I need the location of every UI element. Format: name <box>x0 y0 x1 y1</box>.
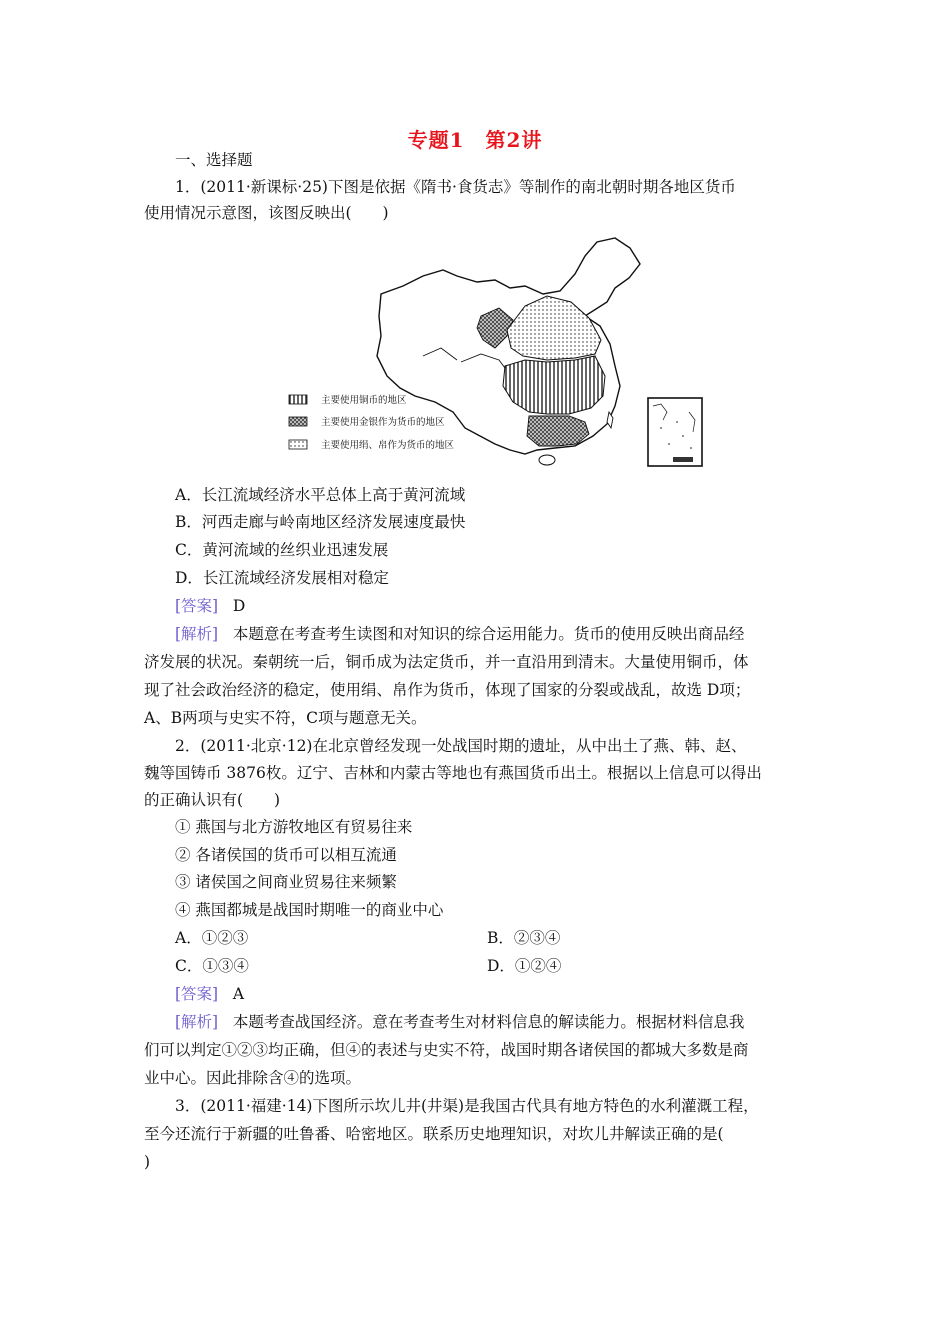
page-title: 专题1 第2讲 <box>407 128 543 152</box>
q2-analysis-line-1: [解析] 本题考查战国经济。意在考查考生对材料信息的解读能力。根据材料信息我 <box>175 1013 745 1031</box>
q3-stem-line-1: 3．(2011·福建·14)下图所示坎儿井(井渠)是我国古代具有地方特色的水利灌溉工程， <box>175 1097 759 1115</box>
section-heading: 一、选择题 <box>175 151 253 169</box>
legend-swatch-copper <box>289 395 307 404</box>
q2-item-1: ① 燕国与北方游牧地区有贸易往来 <box>175 818 413 836</box>
q2-stem-line-2: 魏等国铸币 3876枚。辽宁、吉林和内蒙古等地也有燕国货币出土。根据以上信息可以得出 <box>144 764 762 782</box>
q3-stem-line-3: ) <box>144 1153 151 1171</box>
q1-option-d: D．长江流域经济发展相对稳定 <box>175 569 389 587</box>
q2-stem-line-3: 的正确认识有( ) <box>144 791 281 809</box>
q2-option-a: A．①②③ <box>175 929 249 947</box>
q2-item-4: ④ 燕国都城是战国时期唯一的商业中心 <box>175 901 444 919</box>
q2-item-3: ③ 诸侯国之间商业贸易往来频繁 <box>175 873 397 891</box>
q1-analysis-line-2: 济发展的状况。秦朝统一后，铜币成为法定货币，并一直沿用到清末。大量使用铜币，体 <box>144 653 749 671</box>
legend-swatch-silk <box>289 440 307 449</box>
q1-answer-value: D <box>232 597 246 615</box>
hainan-island <box>539 455 555 465</box>
legend-silk-cloth: 主要使用绢、帛作为货币的地区 <box>321 440 455 451</box>
q1-analysis-label: [解析] <box>175 625 219 643</box>
south-china-sea-inset <box>648 398 702 466</box>
q1-analysis-line-1: [解析] 本题意在考查考生读图和对知识的综合运用能力。货币的使用反映出商品经 <box>175 625 745 643</box>
q2-answer-label: [答案] <box>175 985 219 1003</box>
q1-option-c: C．黄河流域的丝织业迅速发展 <box>175 541 389 559</box>
legend-swatch-gold-silver <box>289 417 307 426</box>
q2-analysis-line-3: 业中心。因此排除含④的选项。 <box>144 1069 362 1087</box>
legend-gold-silver: 主要使用金银作为货币的地区 <box>321 417 445 428</box>
q2-stem-line-1: 2．(2011·北京·12)在北京曾经发现一处战国时期的遗址，从中出土了燕、韩、赵、 <box>175 737 747 755</box>
region-gold-silver-south <box>527 416 589 446</box>
q2-analysis-label: [解析] <box>175 1013 219 1031</box>
map-legend <box>289 394 455 451</box>
q3-stem-line-2: 至今还流行于新疆的吐鲁番、哈密地区。联系历史地理知识，对坎儿井解读正确的是( <box>144 1125 724 1143</box>
q2-option-b: B．②③④ <box>487 929 561 947</box>
q2-item-2: ② 各诸侯国的货币可以相互流通 <box>175 846 397 864</box>
q1-stem-line-2: 使用情况示意图，该图反映出( ) <box>144 204 389 222</box>
q1-option-b: B．河西走廊与岭南地区经济发展速度最快 <box>175 513 466 531</box>
q1-analysis-line-4: A、B两项与史实不符，C项与题意无关。 <box>144 709 427 727</box>
q1-answer-label: [答案] <box>175 597 219 615</box>
legend-copper: 主要使用铜币的地区 <box>321 395 407 406</box>
q1-analysis-line-3: 现了社会政治经济的稳定，使用绢、帛作为货币，体现了国家的分裂或战乱，故选 D项； <box>144 681 751 699</box>
q1-stem-line-1: 1．(2011·新课标·25)下图是依据《隋书·食货志》等制作的南北朝时期各地区货币 <box>175 178 736 196</box>
q1-answer-row <box>175 596 245 616</box>
q2-option-d: D．①②④ <box>487 957 562 975</box>
q2-analysis-line-2: 们可以判定①②③均正确，但④的表述与史实不符，战国时期各诸侯国的都城大多数是商 <box>144 1041 749 1059</box>
q2-answer-row <box>175 984 244 1004</box>
q2-answer-value: A <box>232 985 245 1003</box>
q1-option-a: A．长江流域经济水平总体上高于黄河流域 <box>175 486 466 504</box>
q2-option-c: C．①③④ <box>175 957 249 975</box>
region-copper-coin <box>503 356 605 414</box>
currency-map-figure <box>285 236 710 470</box>
